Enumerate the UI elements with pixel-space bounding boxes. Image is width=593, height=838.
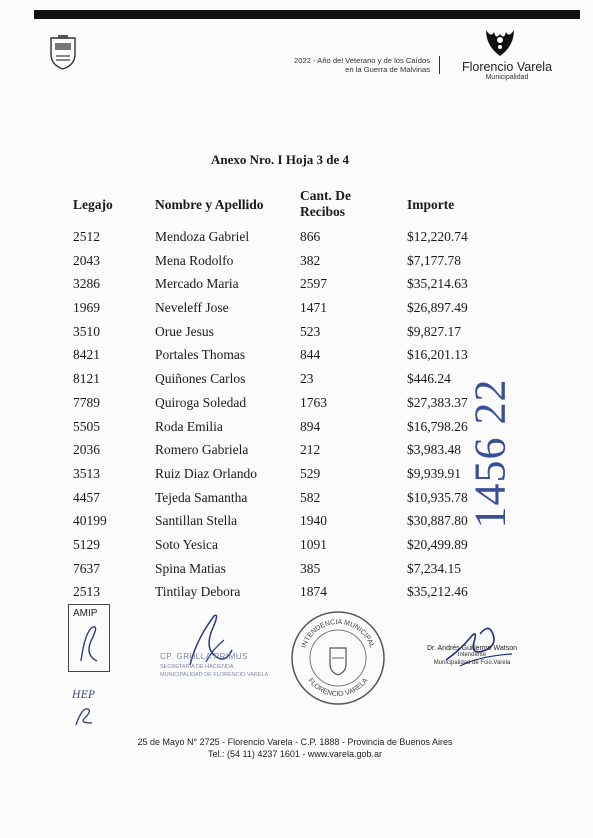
column-header-nombre: Nombre y Apellido [155,197,264,212]
column-header-cant: Cant. De Recibos [300,188,351,219]
cell-legajo: 7637 [73,560,100,576]
cell-importe: $30,887.80 [407,513,468,529]
signatory-role-left-1: SECRETARIA DE HACIENDA [160,664,234,670]
cell-importe: $9,827.17 [407,323,461,339]
initials-scribble-bottom [72,703,102,729]
margin-note [72,690,102,729]
cell-importe: $16,201.13 [407,347,468,363]
cell-cant: 385 [300,560,321,576]
slogan-line-2: en la Guerra de Malvinas [345,65,430,74]
cell-importe: $35,212.46 [407,584,468,600]
cell-legajo: 40199 [73,513,107,529]
top-bar [34,10,580,19]
cell-importe: $12,220.74 [407,229,468,244]
cell-importe: $7,234.15 [407,560,461,576]
cell-legajo: 3513 [73,465,100,481]
cell-legajo: 8421 [73,347,100,363]
cell-legajo: 7789 [73,394,100,410]
cell-legajo: 3286 [73,276,100,292]
cell-cant: 1763 [300,394,327,410]
table-row [0,581,593,605]
cell-nombre: Orue Jesus [155,323,214,339]
table-row [0,226,593,250]
cell-importe: $7,177.78 [407,252,461,268]
cell-legajo: 5505 [73,418,100,434]
cell-nombre: Roda Emilia [155,418,223,434]
cell-cant: 1471 [300,300,327,316]
cell-legajo: 2036 [73,442,100,458]
cell-cant: 212 [300,442,321,458]
cell-nombre: Tejeda Samantha [155,489,248,505]
cell-cant: 582 [300,489,321,505]
document-title: Anexo Nro. I Hoja 3 de 4 [210,152,350,167]
cell-nombre: Quiroga Soledad [155,394,247,410]
cell-legajo: 2512 [73,229,100,244]
column-header-legajo: Legajo [73,197,113,212]
seal-top-text: INTENDENCIA MUNICIPAL [300,618,376,649]
cell-cant: 523 [300,323,321,339]
seal-bottom-text: FLORENCIO VARELA [306,677,370,699]
column-header-importe: Importe [407,197,455,212]
signatory-role-right-1: Intendente [457,652,487,658]
cell-cant: 382 [300,252,321,268]
cell-importe: $16,798.26 [407,418,468,434]
cell-legajo: 8121 [73,371,100,387]
footer-contact: Tel.: (54 11) 4237 1601 - www.varela.gob.ar [208,749,382,759]
florencio-varela-logo-icon [482,26,518,60]
handwritten-signature-left [176,610,246,670]
cell-importe: $20,499.89 [407,536,468,552]
cell-importe: $446.24 [407,371,451,387]
cell-nombre: Neveleff Jose [155,300,229,316]
initials-scribble [73,621,107,667]
margin-note-text: HEP [72,690,95,701]
amip-label: AMIP [73,608,98,619]
cell-legajo: 3510 [73,323,100,339]
amip-stamp [68,604,110,672]
cell-nombre: Portales Thomas [155,347,246,363]
cell-legajo: 5129 [73,536,100,552]
cell-nombre: Ruiz Diaz Orlando [155,465,257,481]
cell-cant: 23 [300,371,314,387]
footer-address: 25 de Mayo N° 2725 - Florencio Varela - C.P. 1888 - Provincia de Buenos Aires [137,737,453,747]
cell-importe: $27,383.37 [407,394,468,410]
cell-legajo: 2513 [73,584,100,600]
municipal-seal [288,608,388,708]
cell-cant: 866 [300,229,321,244]
table-row [0,273,593,297]
cell-nombre: Mena Rodolfo [155,252,234,268]
cell-cant: 1940 [300,513,327,529]
cell-cant: 1874 [300,584,327,600]
table-row [0,297,593,321]
cell-nombre: Mendoza Gabriel [155,229,250,244]
cell-legajo: 4457 [73,489,100,505]
cell-nombre: Romero Gabriela [155,442,249,458]
cell-nombre: Quiñones Carlos [155,371,246,387]
slogan [236,56,430,74]
cell-importe: $9,939.91 [407,465,461,481]
slogan-line-1: 2022 - Año del Veterano y de los Caídos [294,56,430,65]
cell-cant: 2597 [300,276,327,292]
cell-nombre: Mercado Maria [155,276,239,292]
cell-importe: $3,983.48 [407,442,461,458]
cell-cant: 529 [300,465,321,481]
brand-subtitle: Municipalidad [485,74,529,81]
registration-stamp-number: 1456 22 [465,378,515,529]
cell-nombre: Santillan Stella [155,513,238,529]
table-row [0,250,593,274]
municipal-crest-icon [48,34,78,70]
signatory-name-left: CP. GRULLA PRIMUS [160,652,248,661]
signatory-role-left-2: MUNICIPALIDAD DE FLORENCIO VARELA [160,672,269,678]
signatory-block-right [412,645,532,667]
cell-importe: $10,935.78 [407,489,468,505]
table-row [0,321,593,345]
cell-nombre: Tintilay Debora [155,584,241,600]
cell-cant: 844 [300,347,321,363]
signatory-name-right: Dr. Andrés Guillermo Watson [427,645,517,652]
cell-legajo: 2043 [73,252,100,268]
cell-importe: $35,214.63 [407,276,468,292]
cell-cant: 894 [300,418,321,434]
brand-name: Florencio Varela [461,60,553,74]
signature-secretaria [156,610,286,700]
cell-nombre: Soto Yesica [155,536,219,552]
cell-legajo: 1969 [73,300,100,316]
cell-cant: 1091 [300,536,327,552]
signatory-role-right-2: Municipalidad de Fcio.Varela [433,659,511,666]
cell-importe: $26,897.49 [407,300,468,316]
cell-nombre: Spina Matias [155,560,226,576]
header-divider [439,56,440,74]
